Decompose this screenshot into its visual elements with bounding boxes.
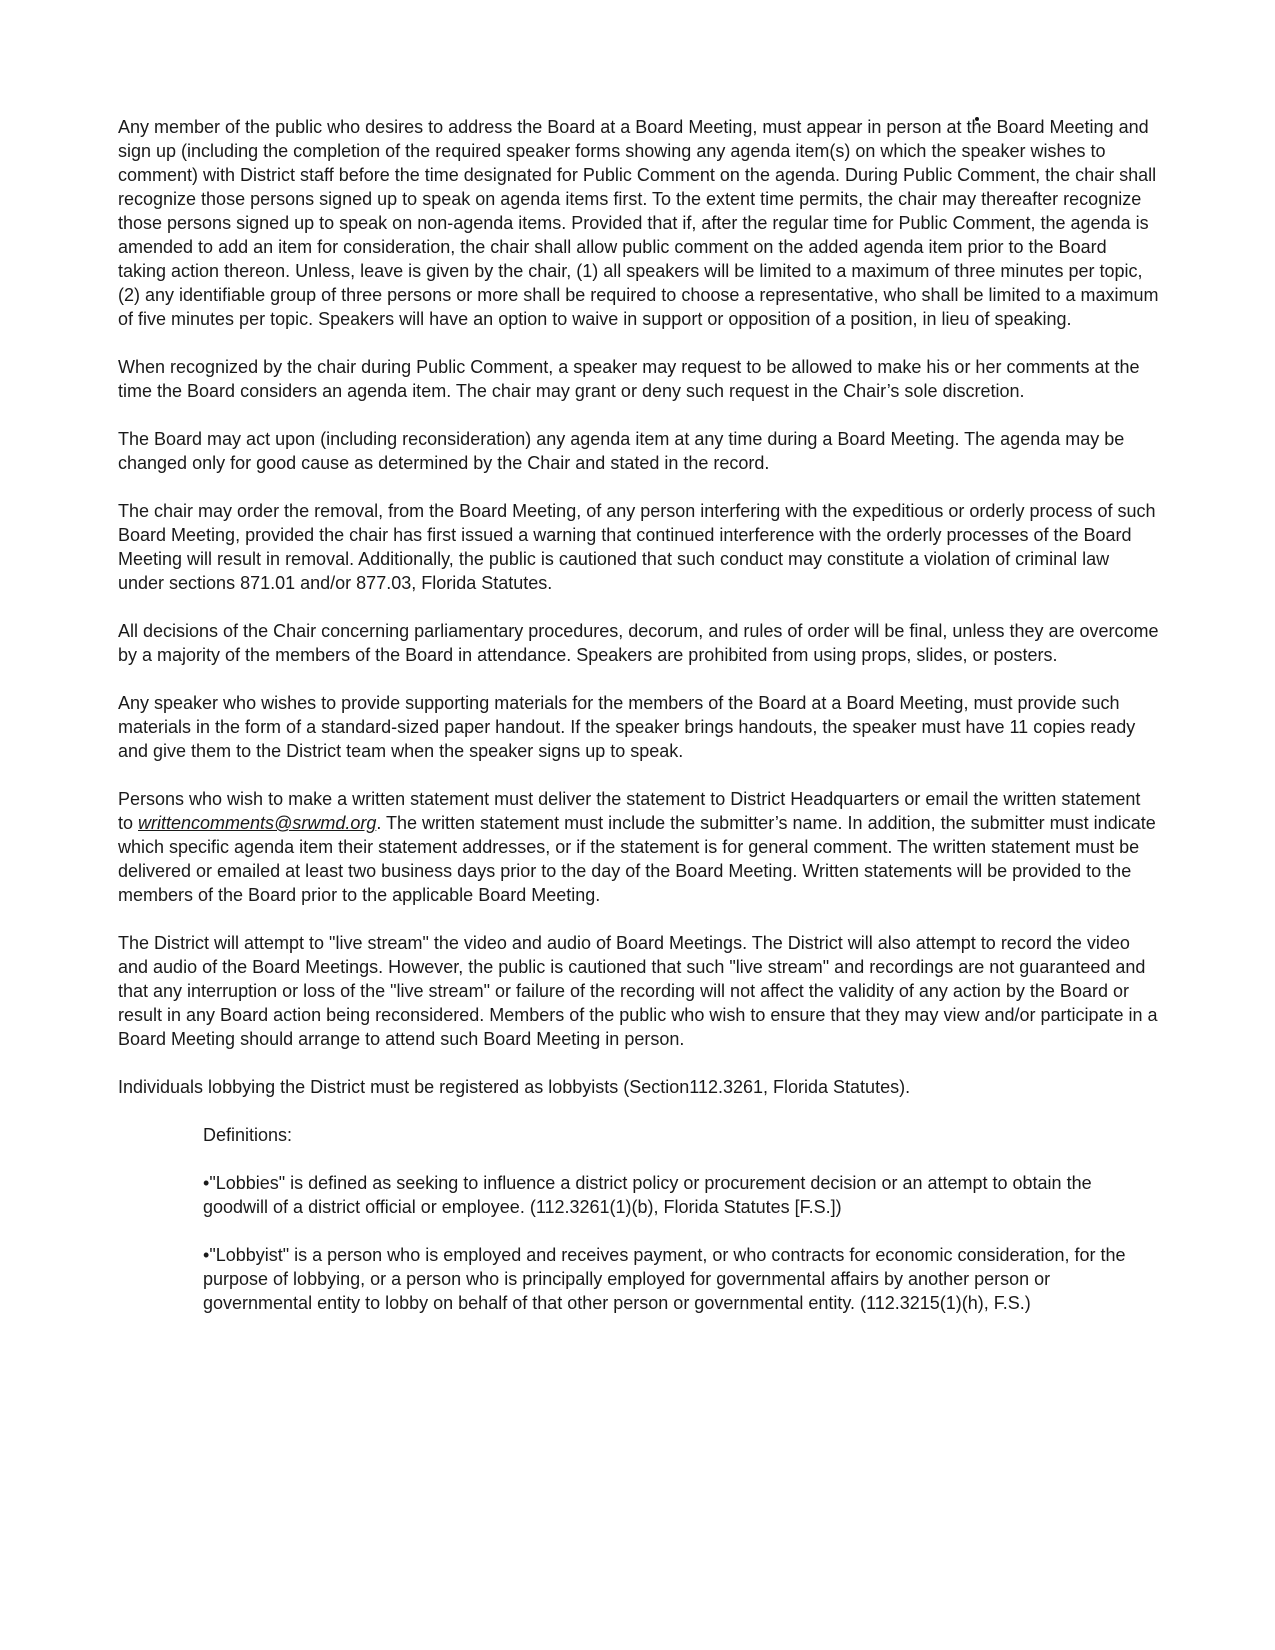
definition-lobbies: [203, 1171, 1159, 1219]
paragraph-written-statement: [118, 787, 1159, 907]
definition-lobbyist: [203, 1243, 1159, 1315]
paragraph-chair-decisions: All decisions of the Chair concerning parliamentary procedures, decorum, and rules of order will be final, unless they are overcome by a majority of the members of the Board in attendance. Speakers are prohibited from using props, slides, or posters.: [118, 621, 1159, 665]
email-link[interactable]: writtencomments@srwmd.org: [138, 813, 377, 833]
paragraph-board-action: The Board may act upon (including reconsideration) any agenda item at any time during a Board Meeting. The agenda may be changed only for good cause as determined by the Chair and stated in the record.: [118, 429, 1125, 473]
paragraph-lobbyist-registration: Individuals lobbying the District must be registered as lobbyists (Section112.3261, Florida Statutes).: [118, 1077, 911, 1097]
definition-lobbies-text: "Lobbies" is defined as seeking to influence a district policy or procurement decision or an attempt to obtain the goodwill of a district official or employee. (112.3261(1)(b), Florida Statutes [F.S.]): [203, 1173, 1092, 1217]
paragraph-live-stream: The District will attempt to "live stream" the video and audio of Board Meetings. The District will also attempt to record the video and audio of the Board Meetings. However, the public is cautioned that such "live stream" and recordings are not guaranteed and that any interruption or loss of the "live stream" or failure of the recording will not affect the validity of any action by the Board or result in any Board action being reconsidered. Members of the public who wish to ensure that they may view and/or participate in a Board Meeting should arrange to attend such Board Meeting in person.: [118, 933, 1158, 1049]
paragraph-supporting-materials: Any speaker who wishes to provide supporting materials for the members of the Board at a Board Meeting, must provide such materials in the form of a standard-sized paper handout. If the speaker brings handouts, the speaker must have 11 copies ready and give them to the District team when the speaker signs up to speak.: [118, 693, 1136, 761]
paragraph-removal-warning: The chair may order the removal, from the Board Meeting, of any person interfering with the expeditious or orderly process of such Board Meeting, provided the chair has first issued a warning that continued interference with the orderly processes of the Board Meeting will result in removal. Additionally, the public is cautioned that such conduct may constitute a violation of criminal law under sections 871.01 and/or 877.03, Florida Statutes.: [118, 501, 1156, 593]
written-statement-text-before: Persons who wish to make a written statement must deliver the statement to District Headquarters or email the written statement to: [118, 789, 1141, 833]
definition-lobbyist-text: "Lobbyist" is a person who is employed and receives payment, or who contracts for economic consideration, for the purpose of lobbying, or a person who is principally employed for governmental affairs by another person or governmental entity to lobby on behalf of that other person or governmental entity. (112.3215(1)(h), F.S.): [203, 1245, 1126, 1313]
document-body: [118, 115, 1159, 1339]
paragraph-speaker-request: When recognized by the chair during Public Comment, a speaker may request to be allowed to make his or her comments at the time the Board considers an agenda item. The chair may grant or deny such request in the Chair’s sole discretion.: [118, 357, 1140, 401]
bullet-marker: •: [203, 1173, 210, 1193]
definitions-heading: Definitions:: [203, 1125, 293, 1145]
paragraph-public-comment-signup: Any member of the public who desires to address the Board at a Board Meeting, must appear in person at the Board Meeting and sign up (including the completion of the required speaker forms showing any agenda item(s) on which the speaker wishes to comment) with District staff before the time designated for Public Comment on the agenda. During Public Comment, the chair shall recognize those persons signed up to speak on agenda items first. To the extent time permits, the chair may thereafter recognize those persons signed up to speak on non-agenda items. Provided that if, after the regular time for Public Comment, the agenda is amended to add an item for consideration, the chair shall allow public comment on the added agenda item prior to the Board taking action thereon. Unless, leave is given by the chair, (1) all speakers will be limited to a maximum of three minutes per topic, (2) any identifiable group of three persons or more shall be required to choose a representative, who shall be limited to a maximum of five minutes per topic. Speakers will have an option to waive in support or opposition of a position, in lieu of speaking.: [118, 117, 1159, 329]
written-statement-text-after: . The written statement must include the submitter’s name. In addition, the submitter must indicate which specific agenda item their statement addresses, or if the statement is for general comment. The written statement must be delivered or emailed at least two business days prior to the day of the Board Meeting. Written statements will be provided to the members of the Board prior to the applicable Board Meeting.: [118, 813, 1156, 905]
bullet-marker: •: [203, 1245, 210, 1265]
